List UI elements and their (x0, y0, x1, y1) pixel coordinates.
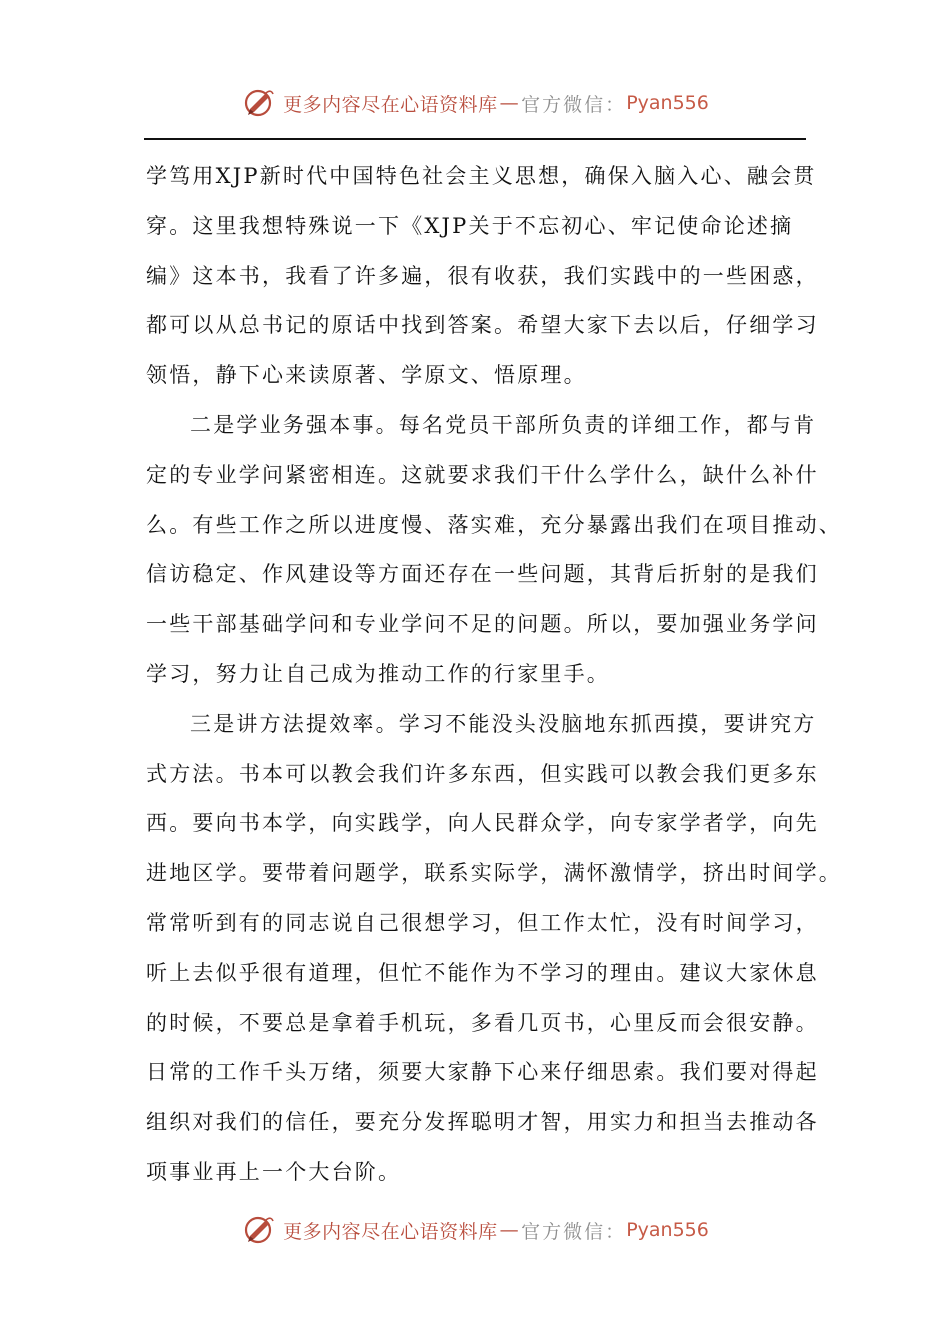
header-site-text: 更多内容尽在心语资料库 (283, 93, 498, 116)
footer-dash: — (499, 1219, 520, 1241)
document-body (146, 152, 842, 1198)
body-line: 的时候，不要总是拿着手机玩，多看几页书，心里反而会很安静。 (146, 1010, 819, 1035)
pen-logo-icon (241, 85, 277, 121)
header-divider (144, 138, 806, 140)
footer-site-text: 更多内容尽在心语资料库 (283, 1220, 498, 1243)
body-line: 进地区学。要带着问题学，联系实际学，满怀激情学，挤出时间学。 (146, 861, 842, 886)
body-line: 听上去似乎很有道理，但忙不能作为不学习的理由。建议大家休息 (146, 960, 819, 985)
body-line: 日常的工作千头万绪，须要大家静下心来仔细思索。我们要对得起 (146, 1060, 819, 1085)
header-banner-content (241, 85, 709, 121)
pen-logo-icon (241, 1212, 277, 1248)
page-footer-banner (0, 1207, 950, 1253)
body-line: 项事业再上一个大台阶。 (146, 1159, 402, 1184)
header-wechat-id: Pyan556 (626, 92, 709, 114)
body-line: 穿。这里我想特殊说一下《XJP关于不忘初心、牢记使命论述摘 (146, 213, 794, 238)
body-line: 组织对我们的信任，要充分发挥聪明才智，用实力和担当去推动各 (146, 1110, 819, 1135)
body-line: 信访稳定、作风建设等方面还存在一些问题，其背后折射的是我们 (146, 562, 819, 587)
paragraph-start-line: 三是讲方法提效率。学习不能没头没脑地东抓西摸，要讲究方 (190, 711, 817, 736)
body-line: 编》这本书，我看了许多遍，很有收获，我们实践中的一些困惑， (146, 263, 819, 288)
footer-wechat-id: Pyan556 (626, 1219, 709, 1241)
footer-banner-content (241, 1212, 709, 1248)
body-line: 西。要向书本学，向实践学，向人民群众学，向专家学者学，向先 (146, 811, 819, 836)
header-wechat-label: 官方微信： (521, 93, 627, 116)
body-line: 学笃用XJP新时代中国特色社会主义思想，确保入脑入心、融会贯 (146, 164, 817, 188)
body-line: 一些干部基础学问和专业学问不足的问题。所以，要加强业务学问 (146, 612, 819, 637)
paragraph-start-line: 二是学业务强本事。每名党员干部所负责的详细工作，都与肯 (190, 412, 817, 437)
body-line: 都可以从总书记的原话中找到答案。希望大家下去以后，仔细学习 (146, 313, 819, 338)
body-line: 常常听到有的同志说自己很想学习，但工作太忙，没有时间学习， (146, 910, 819, 935)
page-header-banner (0, 80, 950, 126)
body-line: 么。有些工作之所以进度慢、落实难，充分暴露出我们在项目推动、 (146, 512, 842, 537)
body-line: 定的专业学问紧密相连。这就要求我们干什么学什么，缺什么补什 (146, 462, 819, 487)
footer-wechat-label: 官方微信： (521, 1220, 627, 1243)
body-line: 学习，努力让自己成为推动工作的行家里手。 (146, 661, 610, 686)
body-line: 式方法。书本可以教会我们许多东西，但实践可以教会我们更多东 (146, 761, 819, 786)
header-dash: — (499, 92, 520, 114)
body-line: 领悟，静下心来读原著、学原文、悟原理。 (146, 363, 587, 388)
